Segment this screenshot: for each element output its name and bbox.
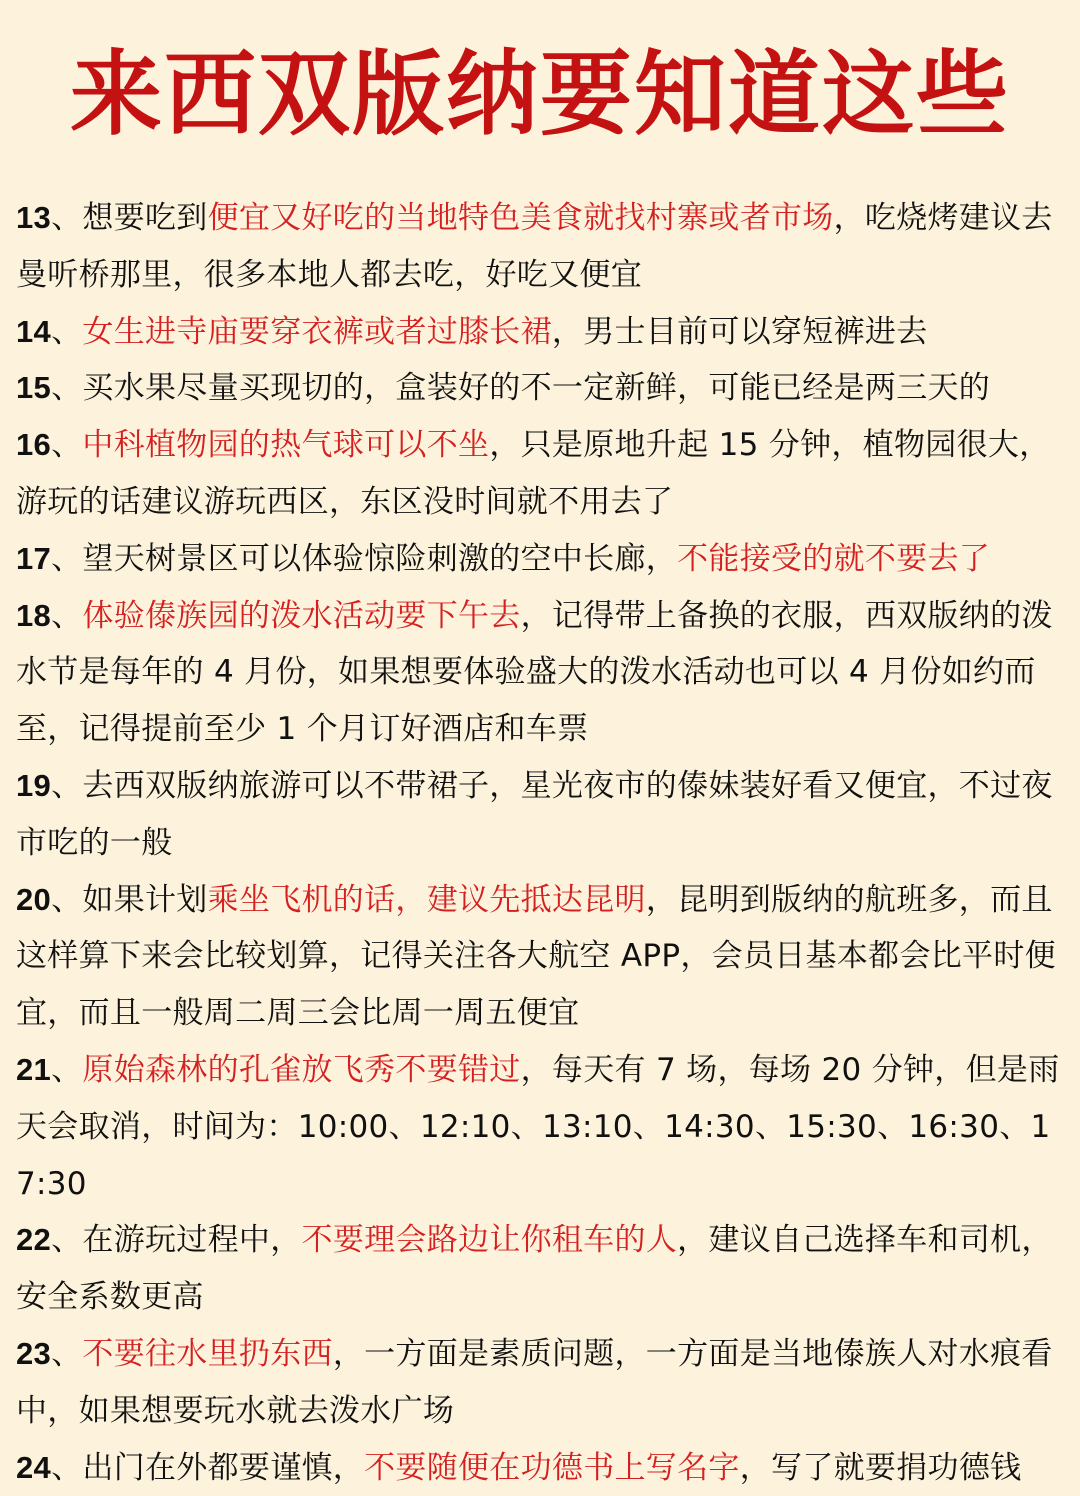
tip-text: 去西双版纳旅游可以不带裙子，星光夜市的傣妹装好看又便宜，不过夜市吃的一般 [16, 767, 1053, 861]
tip-text: 出门在外都要谨慎， [82, 1449, 365, 1486]
tip-item-23 [16, 1326, 1064, 1440]
tip-text: ，记得带上备换的衣服，西双版纳的泼水节是每年的 4 月份，如果想要体验盛大的泼水活动也可以 4 月份如约而至，记得提前至少 1 个月订好酒店和车票 [16, 597, 1053, 748]
tip-number: 20 [16, 881, 52, 917]
tip-highlight-text: 不要随便在功德书上写名字 [364, 1449, 740, 1486]
tip-item-13 [16, 190, 1064, 304]
tip-item-17 [16, 531, 1064, 588]
tip-number-separator: 、 [51, 313, 83, 350]
tip-number: 16 [16, 427, 52, 463]
tip-number: 18 [16, 597, 52, 633]
tip-text: ，昆明到版纳的航班多，而且这样算下来会比较划算，记得关注各大航空 APP，会员日基本都会比平时便宜，而且一般周二周三会比周一周五便宜 [16, 881, 1056, 1032]
tip-number-separator: 、 [51, 1222, 83, 1259]
tip-text: ，男士目前可以穿短裤进去 [551, 313, 928, 350]
tip-item-16 [16, 417, 1064, 531]
tip-number: 24 [16, 1449, 52, 1485]
tip-text: 买水果尽量买现切的，盒装好的不一定新鲜，可能已经是两三天的 [82, 370, 991, 407]
tip-number-separator: 、 [51, 881, 83, 918]
tip-text: ，每天有 7 场，每场 20 分钟，但是雨天会取消，时间为：10:00、12:10、13:10、14:30、15:30、16:30、17:30 [16, 1051, 1060, 1202]
tip-number-separator: 、 [51, 597, 83, 634]
tip-number-separator: 、 [51, 767, 83, 804]
tip-item-18 [16, 588, 1064, 758]
tip-number: 21 [16, 1051, 52, 1087]
tip-text: 如果计划 [82, 881, 208, 918]
tip-text: ，一方面是素质问题，一方面是当地傣族人对水痕看中，如果想要玩水就去泼水广场 [16, 1335, 1053, 1429]
tip-item-15 [16, 360, 1064, 417]
tip-number: 23 [16, 1335, 52, 1371]
tip-item-22 [16, 1212, 1064, 1326]
tip-text: ，写了就要捐功德钱 [739, 1449, 1022, 1486]
tip-highlight-text: 体验傣族园的泼水活动要下午去 [82, 597, 521, 634]
tip-number-separator: 、 [51, 1051, 83, 1088]
tip-highlight-text: 女生进寺庙要穿衣裤或者过膝长裙 [82, 313, 552, 350]
tip-number: 13 [16, 200, 52, 235]
tip-item-24 [16, 1440, 1064, 1496]
tip-item-19 [16, 758, 1064, 872]
tip-highlight-text: 不能接受的就不要去了 [677, 540, 991, 577]
tip-number: 22 [16, 1222, 52, 1258]
tip-highlight-text: 不要理会路边让你租车的人 [301, 1222, 678, 1259]
tip-number-separator: 、 [51, 427, 83, 464]
tips-list [16, 190, 1064, 1496]
tip-highlight-text: 便宜又好吃的当地特色美食就找村寨或者市场 [207, 200, 834, 236]
tip-item-21 [16, 1042, 1064, 1212]
tip-highlight-text: 中科植物园的热气球可以不坐 [82, 427, 490, 464]
tip-number: 14 [16, 313, 52, 349]
tip-text: ，建议自己选择车和司机，安全系数更高 [16, 1222, 1053, 1316]
tip-number: 15 [16, 370, 52, 406]
tip-number-separator: 、 [51, 200, 83, 236]
tip-number-separator: 、 [51, 370, 83, 407]
tip-text: 在游玩过程中， [82, 1222, 302, 1259]
tip-text: ，吃烧烤建议去曼听桥那里，很多本地人都去吃，好吃又便宜 [16, 200, 1053, 293]
tip-number-separator: 、 [51, 540, 83, 577]
tip-highlight-text: 原始森林的孔雀放飞秀不要错过 [82, 1051, 521, 1088]
tip-text: 望天树景区可以体验惊险刺激的空中长廊， [82, 540, 678, 577]
page-title: 来西双版纳要知道这些 [69, 41, 1010, 148]
tip-number: 17 [16, 540, 52, 576]
tip-number-separator: 、 [51, 1335, 83, 1372]
tip-highlight-text: 不要往水里扔东西 [82, 1335, 333, 1372]
tip-item-14 [16, 304, 1064, 361]
tip-number: 19 [16, 767, 52, 803]
tip-text: ，只是原地升起 15 分钟，植物园很大，游玩的话建议游玩西区，东区没时间就不用去了 [16, 427, 1051, 520]
tip-number-separator: 、 [51, 1449, 83, 1486]
tip-text: 想要吃到 [82, 200, 208, 236]
tip-highlight-text: 乘坐飞机的话，建议先抵达昆明 [207, 881, 646, 918]
tip-item-20 [16, 872, 1064, 1042]
